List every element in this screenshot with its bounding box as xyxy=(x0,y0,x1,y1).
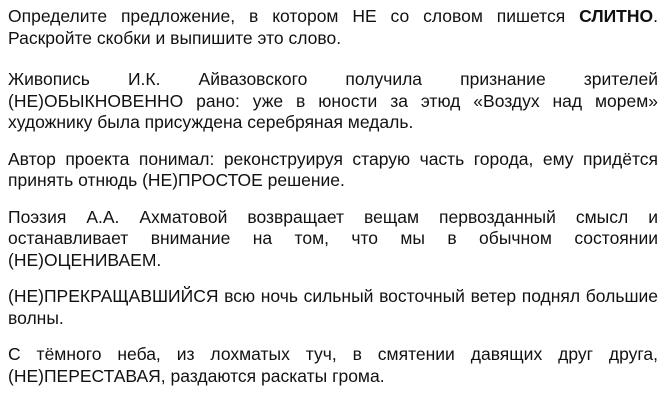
task-text-after: . Раскройте скобки и выпишите это слово. xyxy=(8,6,658,48)
task-instruction xyxy=(8,6,658,49)
sentence-4: (НЕ)ПРЕКРАЩАВШИЙСЯ всю ночь сильный восточный ветер поднял большие волны. xyxy=(8,286,658,328)
sentence-3: Поэзия А.А. Ахматовой возвращает вещам первозданный смысл и останавливает внимание на том, что мы в обычном состоянии (НЕ)ОЦЕНИВАЕМ. xyxy=(8,206,658,270)
sentence-2: Автор проекта понимал: реконструируя старую часть города, ему придётся принять отнюдь (НЕ)ПРОСТОЕ решение. xyxy=(8,148,658,190)
sentence-5: С тёмного неба, из лохматых туч, в смятении давящих друг друга, (НЕ)ПЕРЕСТАВАЯ, раздаются раскаты грома. xyxy=(8,344,658,386)
task-emphasis: СЛИТНО xyxy=(579,6,654,26)
task-text-before: Определите предложение, в котором НЕ со словом пишется xyxy=(8,6,580,26)
sentence-1: Живопись И.К. Айвазовского получила признание зрителей (НЕ)ОБЫКНОВЕННО рано: уже в юности за этюд «Воздух над морем» художнику была присуждена серебряная медаль. xyxy=(8,69,658,132)
